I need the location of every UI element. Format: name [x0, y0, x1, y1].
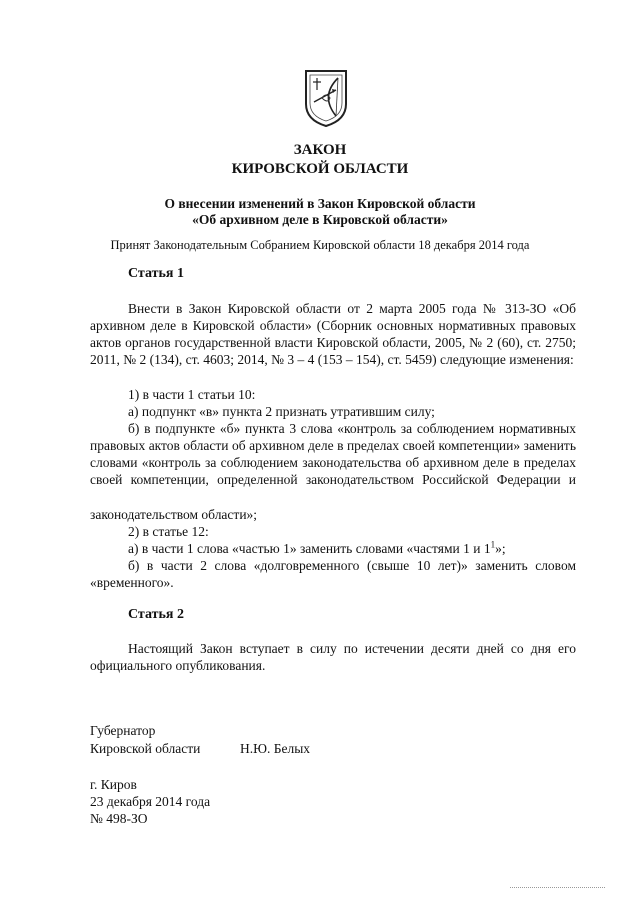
law-number: № 498-ЗО	[90, 811, 148, 826]
article-1-item-1b-end: законодательством области»;	[90, 507, 258, 522]
article-1-item-2a: а) в части 1 слова «частью 1» заменить словами «частями 1 и $1^1$»;	[128, 539, 506, 556]
adoption-note: Принят Законодательным Собранием Кировской области 18 декабря 2014 года	[110, 238, 530, 252]
article-2-heading: Статья 2	[128, 607, 184, 622]
governor-region: Кировской области	[90, 741, 201, 756]
article-1-intro: Внести в Закон Кировской области от 2 марта 2005 года № 313-ЗО «Об архивном деле в Кировской области» (Сборник основных нормативных правовых актов органов государственной власти Кировской области, 2005, № 2 (60), ст. 2750; 2011, № 2 (134), ст. 4603; 2014, № 3 – 4 (153 – 154), ст. 5459) следующие изменения:	[90, 301, 576, 368]
governor-title: Губернатор	[90, 723, 156, 738]
article-1-heading: Статья 1	[128, 266, 184, 281]
signing-date: 23 декабря 2014 года	[90, 794, 211, 809]
article-1-item-1b: б) в подпункте «б» пункта 3 слова «контроль за соблюдением нормативных правовых актов области об архивном деле в пределах своей компетенции» заменить словами «контроль за соблюдением законодательства об архивном деле в пределах своей компетенции, определенной законодательством Российской Федерации и	[90, 421, 576, 488]
law-subtitle-line2: «Об архивном деле в Кировской области»	[192, 212, 448, 227]
article-1-item-2: 2) в статье 12:	[128, 524, 209, 539]
article-1-item-1a: а) подпункт «в» пункта 2 признать утратившим силу;	[128, 404, 435, 419]
signing-city: г. Киров	[90, 777, 137, 792]
governor-name: Н.Ю. Белых	[240, 741, 311, 756]
footer-divider	[510, 887, 605, 888]
coat-of-arms-icon	[302, 68, 350, 128]
article-2-text: Настоящий Закон вступает в силу по истечении десяти дней со дня его официального опубликования.	[90, 641, 576, 674]
article-1-item-2b: б) в части 2 слова «долговременного (свыше 10 лет)» заменить словом «временного».	[90, 558, 576, 591]
region-title: КИРОВСКОЙ ОБЛАСТИ	[231, 161, 409, 177]
law-subtitle-line1: О внесении изменений в Закон Кировской области	[164, 196, 476, 211]
law-title: ЗАКОН	[293, 142, 347, 158]
article-1-item-1: 1) в части 1 статьи 10:	[128, 387, 256, 402]
